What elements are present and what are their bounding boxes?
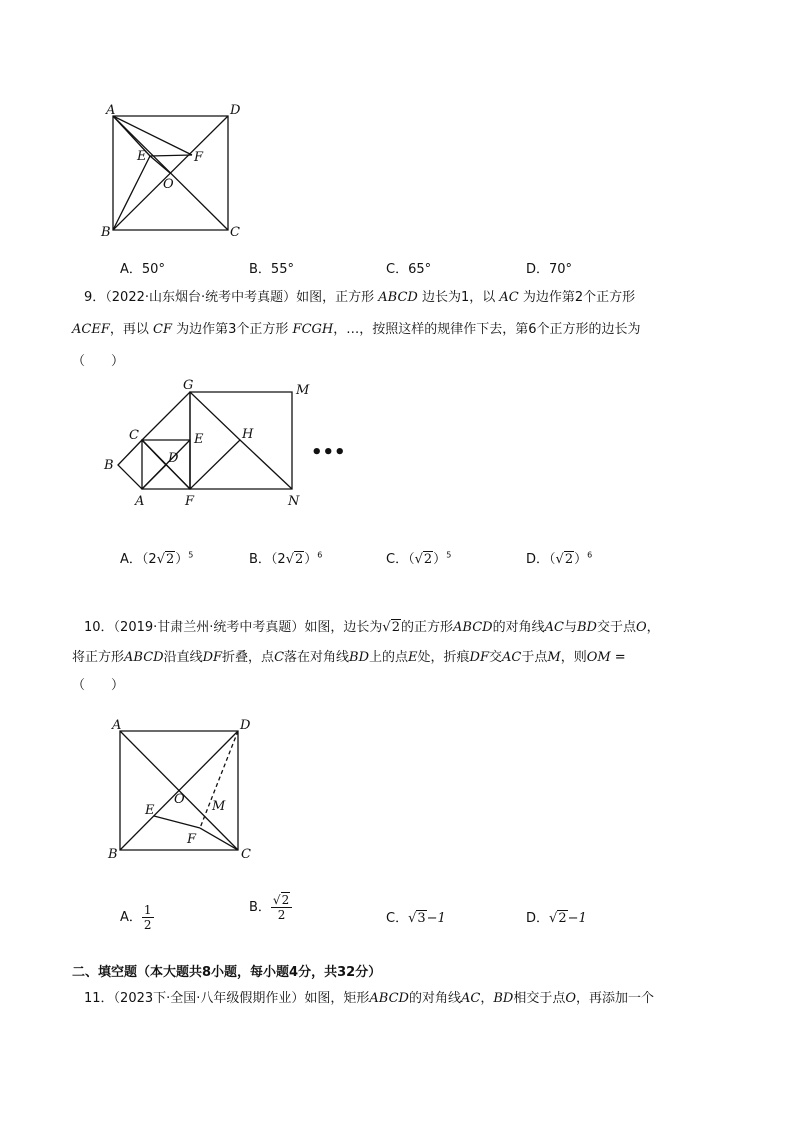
q8-label-b: B (101, 225, 111, 240)
q9-number: 9． (84, 290, 106, 305)
q10-label-c: C (241, 847, 251, 862)
q9-line1: 9．（2022·山东烟台·统考中考真题）如图，正方形 ABCD 边长为1，以 AC 为边作第2个正方形 (84, 290, 636, 305)
q9-source: （2022·山东烟台·统考中考真题） (105, 290, 297, 305)
q10-label-o: O (174, 792, 185, 807)
q9-option-c[interactable]: C．$(√2)^5$ (386, 550, 452, 567)
q10-option-b[interactable]: B． $\frac{√2}{2}$ (249, 893, 292, 922)
q10-line-ef (154, 816, 200, 828)
q10-line1: 10．（2019·甘肃兰州·统考中考真题）如图，边长为√2的正方形ABCD的对角线AC与BD交于点O， (84, 620, 660, 635)
q10-number: 10． (84, 620, 114, 635)
q10-label-a: A (112, 718, 122, 733)
q10-bracket: （ ） (72, 678, 125, 693)
q9-label-a: A (135, 494, 145, 509)
q9-label-f: F (185, 494, 195, 509)
q10-label-e: E (145, 803, 155, 818)
q9-option-b[interactable]: B．$(2√2)^6$ (249, 550, 323, 567)
q10-source: （2019·甘肃兰州·统考中考真题） (113, 620, 305, 635)
q10-line2: 将正方形ABCD沿直线DF折叠，点C落在对角线BD上的点E处，折痕DF交AC于点M，则OM = (72, 650, 626, 665)
q10-label-b: B (108, 847, 118, 862)
q9-option-a[interactable]: A．$(2√2)^5$ (120, 550, 194, 567)
q8-label-a: A (106, 103, 116, 118)
q10-label-f: F (187, 832, 197, 847)
q9-ellipsis: ••• (311, 442, 346, 463)
q9-label-n: N (288, 494, 300, 509)
q8-option-b[interactable]: B．55° (249, 262, 294, 277)
q8-label-c: C (230, 225, 240, 240)
q10-option-c[interactable]: C．√3−1 (386, 911, 446, 926)
q9-label-c: C (129, 428, 139, 443)
q8-label-e: E (137, 149, 147, 164)
q9-option-d[interactable]: D．$(√2)^6$ (526, 550, 593, 567)
q8-label-o: O (163, 177, 174, 192)
q8-option-d[interactable]: D．70° (526, 262, 573, 277)
q8-option-c[interactable]: C．65° (386, 262, 432, 277)
q9-line2: ACEF，再以 CF 为边作第3个正方形 FCGH，…，按照这样的规律作下去，第6个正方形的边长为 (72, 322, 641, 337)
q11-source: （2023下·全国·八年级假期作业） (113, 991, 305, 1006)
q11-number: 11． (84, 991, 114, 1006)
q10-option-d[interactable]: D．√2−1 (526, 911, 587, 926)
q10-option-a[interactable]: A． $\frac{1}{2}$ (120, 903, 152, 932)
section-heading: 二、填空题（本大题共8小题，每小题4分，共32分） (72, 965, 382, 980)
q9-bracket: （ ） (72, 354, 125, 369)
q9-label-g: G (183, 378, 194, 393)
q11-line1: 11．（2023下·全国·八年级假期作业）如图，矩形ABCD的对角线AC，BD相交于点O，再添加一个 (84, 991, 655, 1006)
q9-label-d: D (168, 451, 179, 466)
q9-label-m: M (296, 383, 310, 398)
q10-label-d: D (240, 718, 251, 733)
q8-label-f: F (194, 150, 204, 165)
q9-label-e: E (194, 432, 204, 447)
q10-label-m: M (212, 799, 226, 814)
q8-label-d: D (230, 103, 241, 118)
q9-label-h: H (242, 427, 254, 442)
q9-label-b: B (104, 458, 114, 473)
q8-option-a[interactable]: A．50° (120, 262, 165, 277)
